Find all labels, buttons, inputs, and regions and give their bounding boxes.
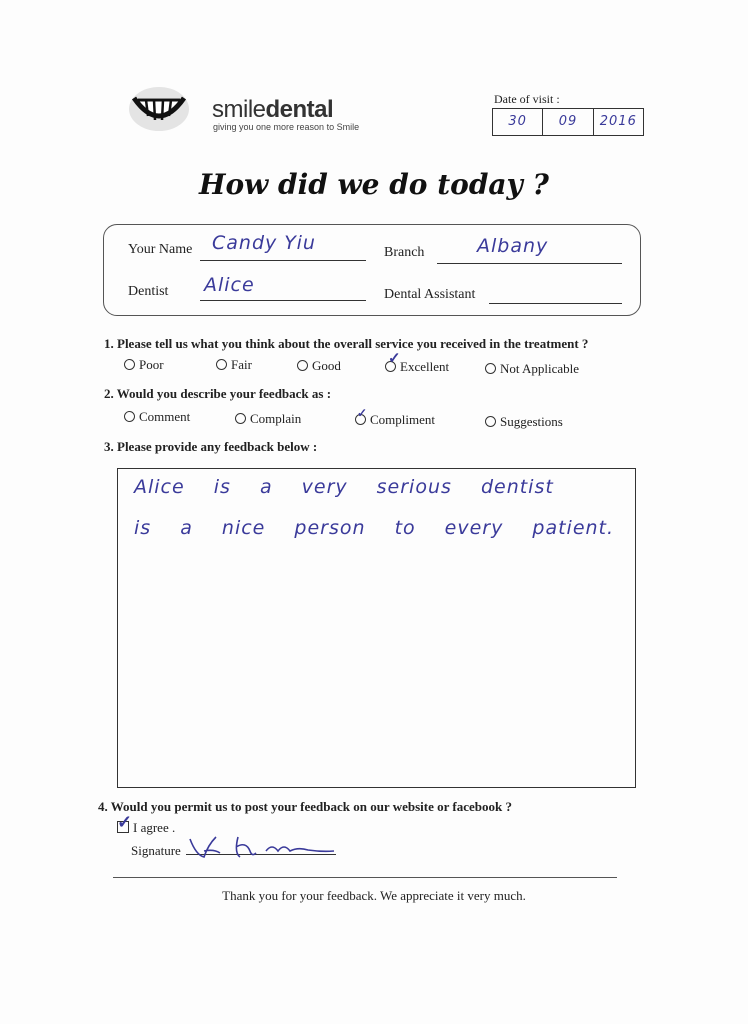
question-3: 3. Please provide any feedback below : xyxy=(104,439,318,454)
radio-icon xyxy=(124,411,135,422)
radio-icon xyxy=(485,363,496,374)
name-field[interactable] xyxy=(200,232,366,261)
checkmark-icon: ✓ xyxy=(357,406,368,420)
brand-name: smiledental xyxy=(212,96,334,123)
q2-option-comment[interactable]: Comment xyxy=(124,409,190,425)
branch-value: Albany xyxy=(477,235,549,257)
q2-option-suggestions[interactable]: Suggestions xyxy=(485,414,563,430)
date-day: 30 xyxy=(493,109,543,135)
feedback-textarea[interactable] xyxy=(117,468,636,788)
page-title: How did we do today ? xyxy=(199,168,549,201)
dentist-label: Dentist xyxy=(128,284,169,299)
date-year: 2016 xyxy=(599,114,637,129)
q1-option-poor[interactable]: Poor xyxy=(124,357,164,373)
q1-option-not-applicable[interactable]: Not Applicable xyxy=(485,361,579,377)
radio-icon xyxy=(297,360,308,371)
feedback-line-2: is a nice person to every patient. xyxy=(134,517,615,539)
question-4: 4. Would you permit us to post your feedback on our website or facebook ? xyxy=(98,799,512,814)
assistant-field[interactable] xyxy=(489,283,622,304)
q1-option-fair[interactable]: Fair xyxy=(216,357,252,373)
dentist-value: Alice xyxy=(204,274,255,296)
radio-icon xyxy=(235,413,246,424)
branch-field[interactable] xyxy=(437,235,622,264)
q2-option-compliment[interactable]: Compliment xyxy=(355,412,435,428)
feedback-line-1: Alice is a very serious dentist xyxy=(134,476,554,498)
assistant-label: Dental Assistant xyxy=(384,287,476,302)
brand-tagline: giving you one more reason to Smile xyxy=(213,122,360,132)
smile-logo-icon xyxy=(126,84,192,134)
date-field[interactable] xyxy=(492,108,644,136)
footer-divider xyxy=(113,877,617,878)
q2-option-complain[interactable]: Complain xyxy=(235,411,301,427)
date-label: Date of visit : xyxy=(494,92,560,106)
signature-image xyxy=(186,833,336,861)
q1-option-excellent[interactable]: Excellent xyxy=(385,359,449,375)
q1-option-good[interactable]: Good xyxy=(297,358,341,374)
footer-text: Thank you for your feedback. We appreciate it very much. xyxy=(222,888,526,903)
branch-label: Branch xyxy=(384,245,425,260)
agree-label: I agree . xyxy=(133,820,176,835)
dentist-field[interactable] xyxy=(200,274,366,301)
radio-icon xyxy=(216,359,227,370)
question-1: 1. Please tell us what you think about the overall service you received in the treatment ? xyxy=(104,336,589,351)
radio-icon xyxy=(485,416,496,427)
checkmark-icon: ✓ xyxy=(388,351,401,367)
name-value: Candy Yiu xyxy=(212,232,316,254)
date-month: 09 xyxy=(543,109,593,135)
name-label: Your Name xyxy=(128,242,193,257)
radio-icon xyxy=(124,359,135,370)
signature-label: Signature xyxy=(131,843,181,858)
checkmark-icon: ✓ xyxy=(117,812,133,832)
question-2: 2. Would you describe your feedback as : xyxy=(104,386,332,401)
